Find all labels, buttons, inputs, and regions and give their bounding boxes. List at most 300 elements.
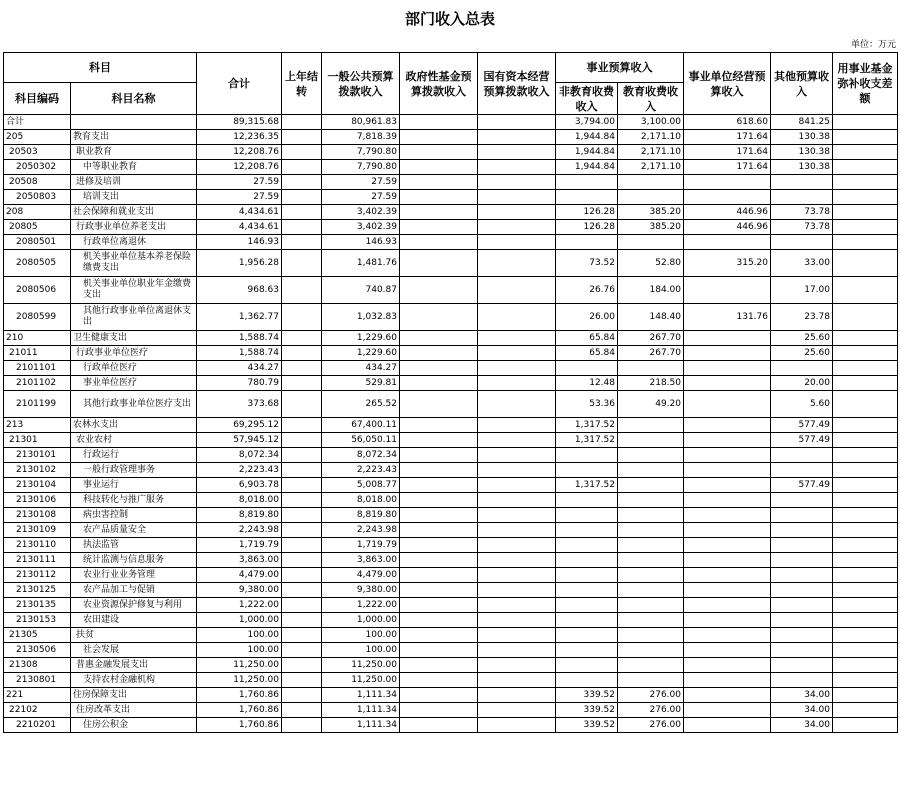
cell-name: 农产品质量安全 — [71, 523, 197, 538]
cell-unit-operation — [684, 277, 771, 304]
cell-name: 卫生健康支出 — [71, 331, 197, 346]
cell-edu-fee — [618, 598, 684, 613]
cell-carryover — [282, 688, 322, 703]
cell-non-edu-fee — [556, 463, 618, 478]
cell-other-budget — [771, 613, 833, 628]
cell-other-budget: 34.00 — [771, 688, 833, 703]
cell-gov-fund — [400, 115, 478, 130]
table-row — [4, 493, 898, 508]
cell-non-edu-fee — [556, 361, 618, 376]
cell-other-budget: 34.00 — [771, 703, 833, 718]
cell-code: 2101199 — [4, 391, 71, 418]
cell-carryover — [282, 391, 322, 418]
cell-fund-gap — [833, 220, 898, 235]
cell-edu-fee: 276.00 — [618, 718, 684, 733]
cell-general-budget: 7,818.39 — [322, 130, 400, 145]
cell-unit-operation — [684, 688, 771, 703]
cell-gov-fund — [400, 304, 478, 331]
cell-non-edu-fee: 1,944.84 — [556, 130, 618, 145]
cell-other-budget: 577.49 — [771, 478, 833, 493]
cell-carryover — [282, 508, 322, 523]
cell-code: 2130109 — [4, 523, 71, 538]
header-carryover: 上年结转 — [282, 53, 322, 115]
cell-total: 11,250.00 — [197, 658, 282, 673]
cell-carryover — [282, 130, 322, 145]
table-row — [4, 235, 898, 250]
table-row — [4, 658, 898, 673]
header-fund-gap: 用事业基金弥补收支差额 — [833, 53, 898, 115]
income-summary-table — [3, 52, 898, 733]
cell-total: 100.00 — [197, 628, 282, 643]
cell-fund-gap — [833, 160, 898, 175]
cell-edu-fee: 148.40 — [618, 304, 684, 331]
cell-gov-fund — [400, 433, 478, 448]
cell-state-capital — [478, 205, 556, 220]
cell-code: 2080599 — [4, 304, 71, 331]
cell-edu-fee: 3,100.00 — [618, 115, 684, 130]
cell-total: 1,760.86 — [197, 718, 282, 733]
cell-name: 统计监测与信息服务 — [71, 553, 197, 568]
cell-gov-fund — [400, 331, 478, 346]
cell-other-budget: 73.78 — [771, 220, 833, 235]
cell-edu-fee: 267.70 — [618, 346, 684, 361]
table-row — [4, 250, 898, 277]
cell-non-edu-fee: 53.36 — [556, 391, 618, 418]
cell-name: 行政单位医疗 — [71, 361, 197, 376]
cell-code: 205 — [4, 130, 71, 145]
page-title: 部门收入总表 — [404, 10, 495, 28]
cell-gov-fund — [400, 658, 478, 673]
cell-unit-operation: 315.20 — [684, 250, 771, 277]
cell-code: 208 — [4, 205, 71, 220]
cell-general-budget: 1,032.83 — [322, 304, 400, 331]
cell-name: 农产品加工与促销 — [71, 583, 197, 598]
cell-name: 中等职业教育 — [71, 160, 197, 175]
cell-total: 12,208.76 — [197, 145, 282, 160]
cell-name: 农林水支出 — [71, 418, 197, 433]
cell-state-capital — [478, 175, 556, 190]
cell-state-capital — [478, 553, 556, 568]
cell-other-budget — [771, 508, 833, 523]
cell-non-edu-fee — [556, 613, 618, 628]
header-general-budget: 一般公共预算拨款收入 — [322, 53, 400, 115]
cell-carryover — [282, 463, 322, 478]
table-row — [4, 175, 898, 190]
cell-total: 1,000.00 — [197, 613, 282, 628]
cell-other-budget — [771, 235, 833, 250]
cell-other-budget: 25.60 — [771, 346, 833, 361]
header-subject: 科目 — [4, 53, 197, 83]
cell-general-budget: 3,402.39 — [322, 220, 400, 235]
cell-carryover — [282, 277, 322, 304]
cell-general-budget: 1,111.34 — [322, 718, 400, 733]
cell-gov-fund — [400, 220, 478, 235]
table-row — [4, 628, 898, 643]
cell-edu-fee: 385.20 — [618, 220, 684, 235]
cell-unit-operation — [684, 391, 771, 418]
cell-total: 12,208.76 — [197, 160, 282, 175]
cell-unit-operation — [684, 643, 771, 658]
cell-carryover — [282, 175, 322, 190]
header-gov-fund: 政府性基金预算拨款收入 — [400, 53, 478, 115]
cell-state-capital — [478, 703, 556, 718]
cell-name: 住房保障支出 — [71, 688, 197, 703]
table-row — [4, 598, 898, 613]
table-row — [4, 115, 898, 130]
cell-name — [71, 115, 197, 130]
cell-edu-fee — [618, 613, 684, 628]
cell-edu-fee — [618, 175, 684, 190]
header-other-budget: 其他预算收入 — [771, 53, 833, 115]
cell-other-budget — [771, 568, 833, 583]
cell-gov-fund — [400, 463, 478, 478]
cell-carryover — [282, 673, 322, 688]
header-total: 合计 — [197, 53, 282, 115]
cell-name: 农业行业业务管理 — [71, 568, 197, 583]
cell-state-capital — [478, 493, 556, 508]
cell-state-capital — [478, 463, 556, 478]
cell-non-edu-fee: 1,317.52 — [556, 418, 618, 433]
cell-carryover — [282, 493, 322, 508]
cell-edu-fee — [618, 418, 684, 433]
cell-general-budget: 146.93 — [322, 235, 400, 250]
cell-code: 2210201 — [4, 718, 71, 733]
cell-state-capital — [478, 391, 556, 418]
cell-carryover — [282, 568, 322, 583]
cell-fund-gap — [833, 331, 898, 346]
cell-state-capital — [478, 433, 556, 448]
cell-name: 行政运行 — [71, 448, 197, 463]
cell-fund-gap — [833, 433, 898, 448]
cell-unit-operation — [684, 493, 771, 508]
cell-general-budget: 434.27 — [322, 361, 400, 376]
cell-general-budget: 8,819.80 — [322, 508, 400, 523]
cell-gov-fund — [400, 688, 478, 703]
cell-non-edu-fee: 1,317.52 — [556, 478, 618, 493]
cell-unit-operation — [684, 598, 771, 613]
cell-name: 事业单位医疗 — [71, 376, 197, 391]
cell-code: 2101102 — [4, 376, 71, 391]
table-row — [4, 130, 898, 145]
cell-carryover — [282, 235, 322, 250]
cell-gov-fund — [400, 538, 478, 553]
cell-unit-operation: 446.96 — [684, 220, 771, 235]
cell-code: 21305 — [4, 628, 71, 643]
cell-unit-operation — [684, 331, 771, 346]
cell-edu-fee: 2,171.10 — [618, 145, 684, 160]
cell-edu-fee: 49.20 — [618, 391, 684, 418]
cell-name: 培训支出 — [71, 190, 197, 205]
cell-other-budget: 23.78 — [771, 304, 833, 331]
table-row — [4, 613, 898, 628]
cell-gov-fund — [400, 160, 478, 175]
cell-non-edu-fee: 339.52 — [556, 718, 618, 733]
cell-gov-fund — [400, 568, 478, 583]
table-row — [4, 478, 898, 493]
cell-edu-fee: 2,171.10 — [618, 130, 684, 145]
cell-gov-fund — [400, 235, 478, 250]
cell-non-edu-fee: 12.48 — [556, 376, 618, 391]
cell-edu-fee: 184.00 — [618, 277, 684, 304]
cell-name: 其他行政事业单位离退休支出 — [71, 304, 197, 331]
cell-code: 2130135 — [4, 598, 71, 613]
cell-unit-operation — [684, 583, 771, 598]
cell-gov-fund — [400, 628, 478, 643]
cell-general-budget: 1,481.76 — [322, 250, 400, 277]
cell-unit-operation — [684, 190, 771, 205]
cell-unit-operation — [684, 553, 771, 568]
cell-gov-fund — [400, 418, 478, 433]
cell-edu-fee: 276.00 — [618, 703, 684, 718]
cell-other-budget: 130.38 — [771, 130, 833, 145]
cell-edu-fee — [618, 493, 684, 508]
cell-name: 行政事业单位养老支出 — [71, 220, 197, 235]
cell-edu-fee — [618, 538, 684, 553]
cell-total: 146.93 — [197, 235, 282, 250]
cell-total: 12,236.35 — [197, 130, 282, 145]
table-row — [4, 568, 898, 583]
cell-non-edu-fee — [556, 508, 618, 523]
cell-total: 8,018.00 — [197, 493, 282, 508]
cell-state-capital — [478, 688, 556, 703]
cell-fund-gap — [833, 115, 898, 130]
table-row — [4, 673, 898, 688]
cell-total: 6,903.78 — [197, 478, 282, 493]
header-edu-fee: 教育收费收入 — [618, 83, 684, 115]
cell-fund-gap — [833, 361, 898, 376]
cell-total: 1,956.28 — [197, 250, 282, 277]
cell-carryover — [282, 220, 322, 235]
cell-code: 合计 — [4, 115, 71, 130]
cell-gov-fund — [400, 508, 478, 523]
cell-code: 2130506 — [4, 643, 71, 658]
cell-unit-operation — [684, 463, 771, 478]
cell-unit-operation — [684, 613, 771, 628]
table-row — [4, 346, 898, 361]
table-row — [4, 220, 898, 235]
cell-state-capital — [478, 130, 556, 145]
cell-non-edu-fee — [556, 175, 618, 190]
cell-edu-fee: 2,171.10 — [618, 160, 684, 175]
cell-edu-fee — [618, 628, 684, 643]
cell-edu-fee — [618, 673, 684, 688]
cell-total: 2,223.43 — [197, 463, 282, 478]
cell-gov-fund — [400, 478, 478, 493]
cell-unit-operation: 171.64 — [684, 130, 771, 145]
cell-carryover — [282, 553, 322, 568]
cell-other-budget: 130.38 — [771, 160, 833, 175]
cell-name: 农田建设 — [71, 613, 197, 628]
cell-non-edu-fee — [556, 628, 618, 643]
cell-non-edu-fee — [556, 598, 618, 613]
cell-gov-fund — [400, 553, 478, 568]
cell-general-budget: 1,111.34 — [322, 688, 400, 703]
cell-other-budget — [771, 175, 833, 190]
cell-non-edu-fee: 339.52 — [556, 688, 618, 703]
table-row — [4, 688, 898, 703]
cell-total: 4,479.00 — [197, 568, 282, 583]
cell-edu-fee — [618, 508, 684, 523]
cell-name: 支持农村金融机构 — [71, 673, 197, 688]
cell-non-edu-fee — [556, 673, 618, 688]
cell-unit-operation: 171.64 — [684, 145, 771, 160]
cell-fund-gap — [833, 673, 898, 688]
cell-carryover — [282, 418, 322, 433]
cell-edu-fee: 276.00 — [618, 688, 684, 703]
cell-general-budget: 80,961.83 — [322, 115, 400, 130]
cell-code: 22102 — [4, 703, 71, 718]
cell-carryover — [282, 376, 322, 391]
cell-fund-gap — [833, 538, 898, 553]
table-row — [4, 703, 898, 718]
cell-unit-operation — [684, 361, 771, 376]
cell-general-budget: 1,111.34 — [322, 703, 400, 718]
cell-general-budget: 1,229.60 — [322, 331, 400, 346]
cell-state-capital — [478, 568, 556, 583]
cell-name: 事业运行 — [71, 478, 197, 493]
cell-carryover — [282, 523, 322, 538]
cell-general-budget: 529.81 — [322, 376, 400, 391]
cell-edu-fee — [618, 433, 684, 448]
cell-code: 2080501 — [4, 235, 71, 250]
cell-gov-fund — [400, 190, 478, 205]
cell-fund-gap — [833, 688, 898, 703]
cell-state-capital — [478, 277, 556, 304]
cell-carryover — [282, 304, 322, 331]
cell-other-budget: 577.49 — [771, 418, 833, 433]
table-row — [4, 145, 898, 160]
cell-name: 行政单位离退休 — [71, 235, 197, 250]
cell-name: 科技转化与推广服务 — [71, 493, 197, 508]
cell-unit-operation — [684, 433, 771, 448]
cell-gov-fund — [400, 598, 478, 613]
cell-other-budget — [771, 361, 833, 376]
cell-unit-operation: 171.64 — [684, 160, 771, 175]
cell-non-edu-fee — [556, 583, 618, 598]
cell-general-budget: 5,008.77 — [322, 478, 400, 493]
cell-state-capital — [478, 658, 556, 673]
cell-fund-gap — [833, 523, 898, 538]
unit-label: 单位：万元 — [850, 40, 896, 50]
cell-gov-fund — [400, 643, 478, 658]
cell-gov-fund — [400, 613, 478, 628]
cell-unit-operation — [684, 346, 771, 361]
cell-name: 农业资源保护修复与利用 — [71, 598, 197, 613]
cell-total: 373.68 — [197, 391, 282, 418]
cell-name: 行政事业单位医疗 — [71, 346, 197, 361]
cell-code: 2050803 — [4, 190, 71, 205]
cell-fund-gap — [833, 463, 898, 478]
cell-total: 8,819.80 — [197, 508, 282, 523]
cell-general-budget: 100.00 — [322, 628, 400, 643]
cell-gov-fund — [400, 493, 478, 508]
table-row — [4, 190, 898, 205]
table-row — [4, 718, 898, 733]
cell-state-capital — [478, 145, 556, 160]
cell-unit-operation — [684, 478, 771, 493]
cell-code: 21011 — [4, 346, 71, 361]
cell-non-edu-fee — [556, 658, 618, 673]
cell-code: 20508 — [4, 175, 71, 190]
cell-state-capital — [478, 448, 556, 463]
cell-gov-fund — [400, 277, 478, 304]
cell-edu-fee — [618, 190, 684, 205]
cell-non-edu-fee — [556, 643, 618, 658]
cell-total: 89,315.68 — [197, 115, 282, 130]
cell-general-budget: 1,000.00 — [322, 613, 400, 628]
cell-state-capital — [478, 235, 556, 250]
cell-carryover — [282, 433, 322, 448]
cell-non-edu-fee: 65.84 — [556, 346, 618, 361]
cell-non-edu-fee: 1,944.84 — [556, 160, 618, 175]
cell-other-budget: 34.00 — [771, 718, 833, 733]
cell-state-capital — [478, 220, 556, 235]
cell-other-budget — [771, 493, 833, 508]
header-state-capital: 国有资本经营预算拨款收入 — [478, 53, 556, 115]
table-row — [4, 448, 898, 463]
cell-general-budget: 4,479.00 — [322, 568, 400, 583]
cell-unit-operation: 446.96 — [684, 205, 771, 220]
cell-fund-gap — [833, 643, 898, 658]
cell-fund-gap — [833, 598, 898, 613]
cell-non-edu-fee: 65.84 — [556, 331, 618, 346]
cell-fund-gap — [833, 478, 898, 493]
cell-general-budget: 1,222.00 — [322, 598, 400, 613]
cell-gov-fund — [400, 361, 478, 376]
cell-other-budget — [771, 553, 833, 568]
cell-gov-fund — [400, 346, 478, 361]
cell-fund-gap — [833, 250, 898, 277]
cell-fund-gap — [833, 658, 898, 673]
cell-fund-gap — [833, 190, 898, 205]
cell-state-capital — [478, 478, 556, 493]
cell-general-budget: 9,380.00 — [322, 583, 400, 598]
cell-name: 病虫害控制 — [71, 508, 197, 523]
cell-edu-fee — [618, 448, 684, 463]
cell-gov-fund — [400, 250, 478, 277]
cell-carryover — [282, 643, 322, 658]
cell-fund-gap — [833, 130, 898, 145]
cell-general-budget: 3,402.39 — [322, 205, 400, 220]
cell-total: 2,243.98 — [197, 523, 282, 538]
cell-state-capital — [478, 331, 556, 346]
cell-unit-operation — [684, 418, 771, 433]
table-row — [4, 160, 898, 175]
cell-carryover — [282, 583, 322, 598]
cell-non-edu-fee: 126.28 — [556, 205, 618, 220]
cell-name: 住房公积金 — [71, 718, 197, 733]
cell-fund-gap — [833, 277, 898, 304]
cell-general-budget: 8,018.00 — [322, 493, 400, 508]
cell-non-edu-fee: 26.76 — [556, 277, 618, 304]
cell-gov-fund — [400, 145, 478, 160]
cell-general-budget: 3,863.00 — [322, 553, 400, 568]
cell-unit-operation — [684, 673, 771, 688]
cell-non-edu-fee — [556, 568, 618, 583]
cell-edu-fee — [618, 553, 684, 568]
cell-carryover — [282, 115, 322, 130]
cell-edu-fee — [618, 235, 684, 250]
cell-other-budget — [771, 448, 833, 463]
cell-edu-fee: 52.80 — [618, 250, 684, 277]
cell-total: 11,250.00 — [197, 673, 282, 688]
cell-state-capital — [478, 613, 556, 628]
cell-fund-gap — [833, 418, 898, 433]
cell-general-budget: 1,229.60 — [322, 346, 400, 361]
cell-edu-fee — [618, 361, 684, 376]
cell-fund-gap — [833, 448, 898, 463]
cell-total: 1,760.86 — [197, 703, 282, 718]
